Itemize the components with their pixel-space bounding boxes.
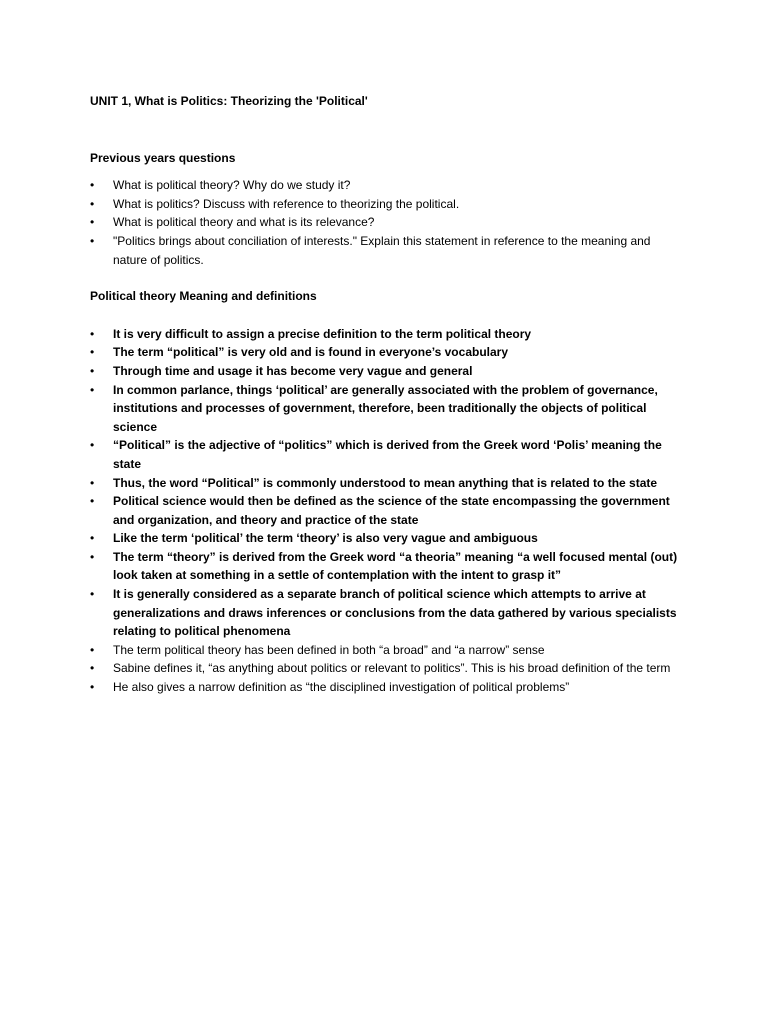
list-item	[90, 436, 680, 473]
list-item-text: Through time and usage it has become very vague and general	[113, 363, 473, 378]
document-title: UNIT 1, What is Politics: Theorizing the 'Political'	[90, 94, 368, 108]
previous-questions-list	[90, 176, 680, 269]
bullet-icon: •	[90, 178, 95, 193]
bullet-icon: •	[90, 642, 95, 657]
list-item	[90, 492, 680, 529]
list-item-text: The term “political” is very old and is found in everyone’s vocabulary	[113, 345, 508, 360]
list-item-text: He also gives a narrow definition as “the disciplined investigation of political problems”	[113, 680, 570, 695]
list-item-text: Thus, the word “Political” is commonly understood to mean anything that is related to the state	[113, 475, 658, 490]
list-item-text: "Politics brings about conciliation of interests." Explain this statement in reference to the meaning and nature of politics.	[113, 233, 651, 267]
bullet-icon: •	[90, 661, 95, 676]
bullet-icon: •	[90, 233, 95, 248]
list-item	[90, 548, 680, 585]
list-item	[90, 529, 680, 548]
list-item-text: In common parlance, things ‘political’ are generally associated with the problem of governance, institutions and processes of government, therefore, been traditionally the objects of political science	[113, 382, 658, 434]
bullet-icon: •	[90, 196, 95, 211]
list-item	[90, 585, 680, 641]
bullet-icon: •	[90, 215, 95, 230]
list-item	[90, 474, 680, 493]
list-item-text: The term “theory” is derived from the Greek word “a theoria” meaning “a well focused mental (out) look taken at something in a settle of contemplation with the intent to grasp it”	[113, 549, 678, 583]
bullet-icon: •	[90, 326, 95, 341]
list-item	[90, 678, 680, 697]
list-item	[90, 195, 680, 214]
meaning-heading: Political theory Meaning and definitions	[90, 289, 317, 304]
bullet-icon: •	[90, 438, 95, 453]
list-item	[90, 325, 680, 344]
list-item	[90, 343, 680, 362]
list-item-text: The term political theory has been defined in both “a broad” and “a narrow” sense	[113, 642, 545, 657]
list-item-text: “Political” is the adjective of “politics” which is derived from the Greek word ‘Polis’ meaning the state	[113, 438, 662, 471]
list-item-text: It is generally considered as a separate branch of political science which attempts to arrive at generalizations and draws inferences or conclusions from the data gathered by various specialists relating to political phenomena	[113, 587, 677, 639]
bullet-icon: •	[90, 363, 95, 378]
list-item	[90, 176, 680, 195]
list-item-text: What is politics? Discuss with reference to theorizing the political.	[113, 196, 460, 211]
bullet-icon: •	[90, 587, 95, 602]
bullet-icon: •	[90, 475, 95, 490]
definitions-list	[90, 325, 680, 697]
list-item-text: What is political theory and what is its relevance?	[113, 215, 375, 230]
list-item-text: It is very difficult to assign a precise definition to the term political theory	[113, 326, 532, 341]
list-item	[90, 362, 680, 381]
list-item	[90, 232, 680, 269]
previous-questions-heading: Previous years questions	[90, 150, 236, 165]
list-item-text: What is political theory? Why do we study it?	[113, 178, 351, 193]
list-item	[90, 213, 680, 232]
bullet-icon: •	[90, 494, 95, 509]
bullet-icon: •	[90, 345, 95, 360]
list-item-text: Political science would then be defined as the science of the state encompassing the government and organization, and theory and practice of the state	[113, 494, 670, 527]
list-item-text: Like the term ‘political’ the term ‘theory’ is also very vague and ambiguous	[113, 531, 538, 546]
bullet-icon: •	[90, 531, 95, 546]
document-content	[90, 92, 680, 697]
list-item	[90, 381, 680, 437]
bullet-icon: •	[90, 549, 95, 564]
bullet-icon: •	[90, 680, 95, 695]
list-item	[90, 659, 680, 678]
list-item-text: Sabine defines it, “as anything about politics or relevant to politics”. This is his broad definition of the term	[113, 661, 671, 676]
list-item	[90, 641, 680, 660]
bullet-icon: •	[90, 382, 95, 397]
